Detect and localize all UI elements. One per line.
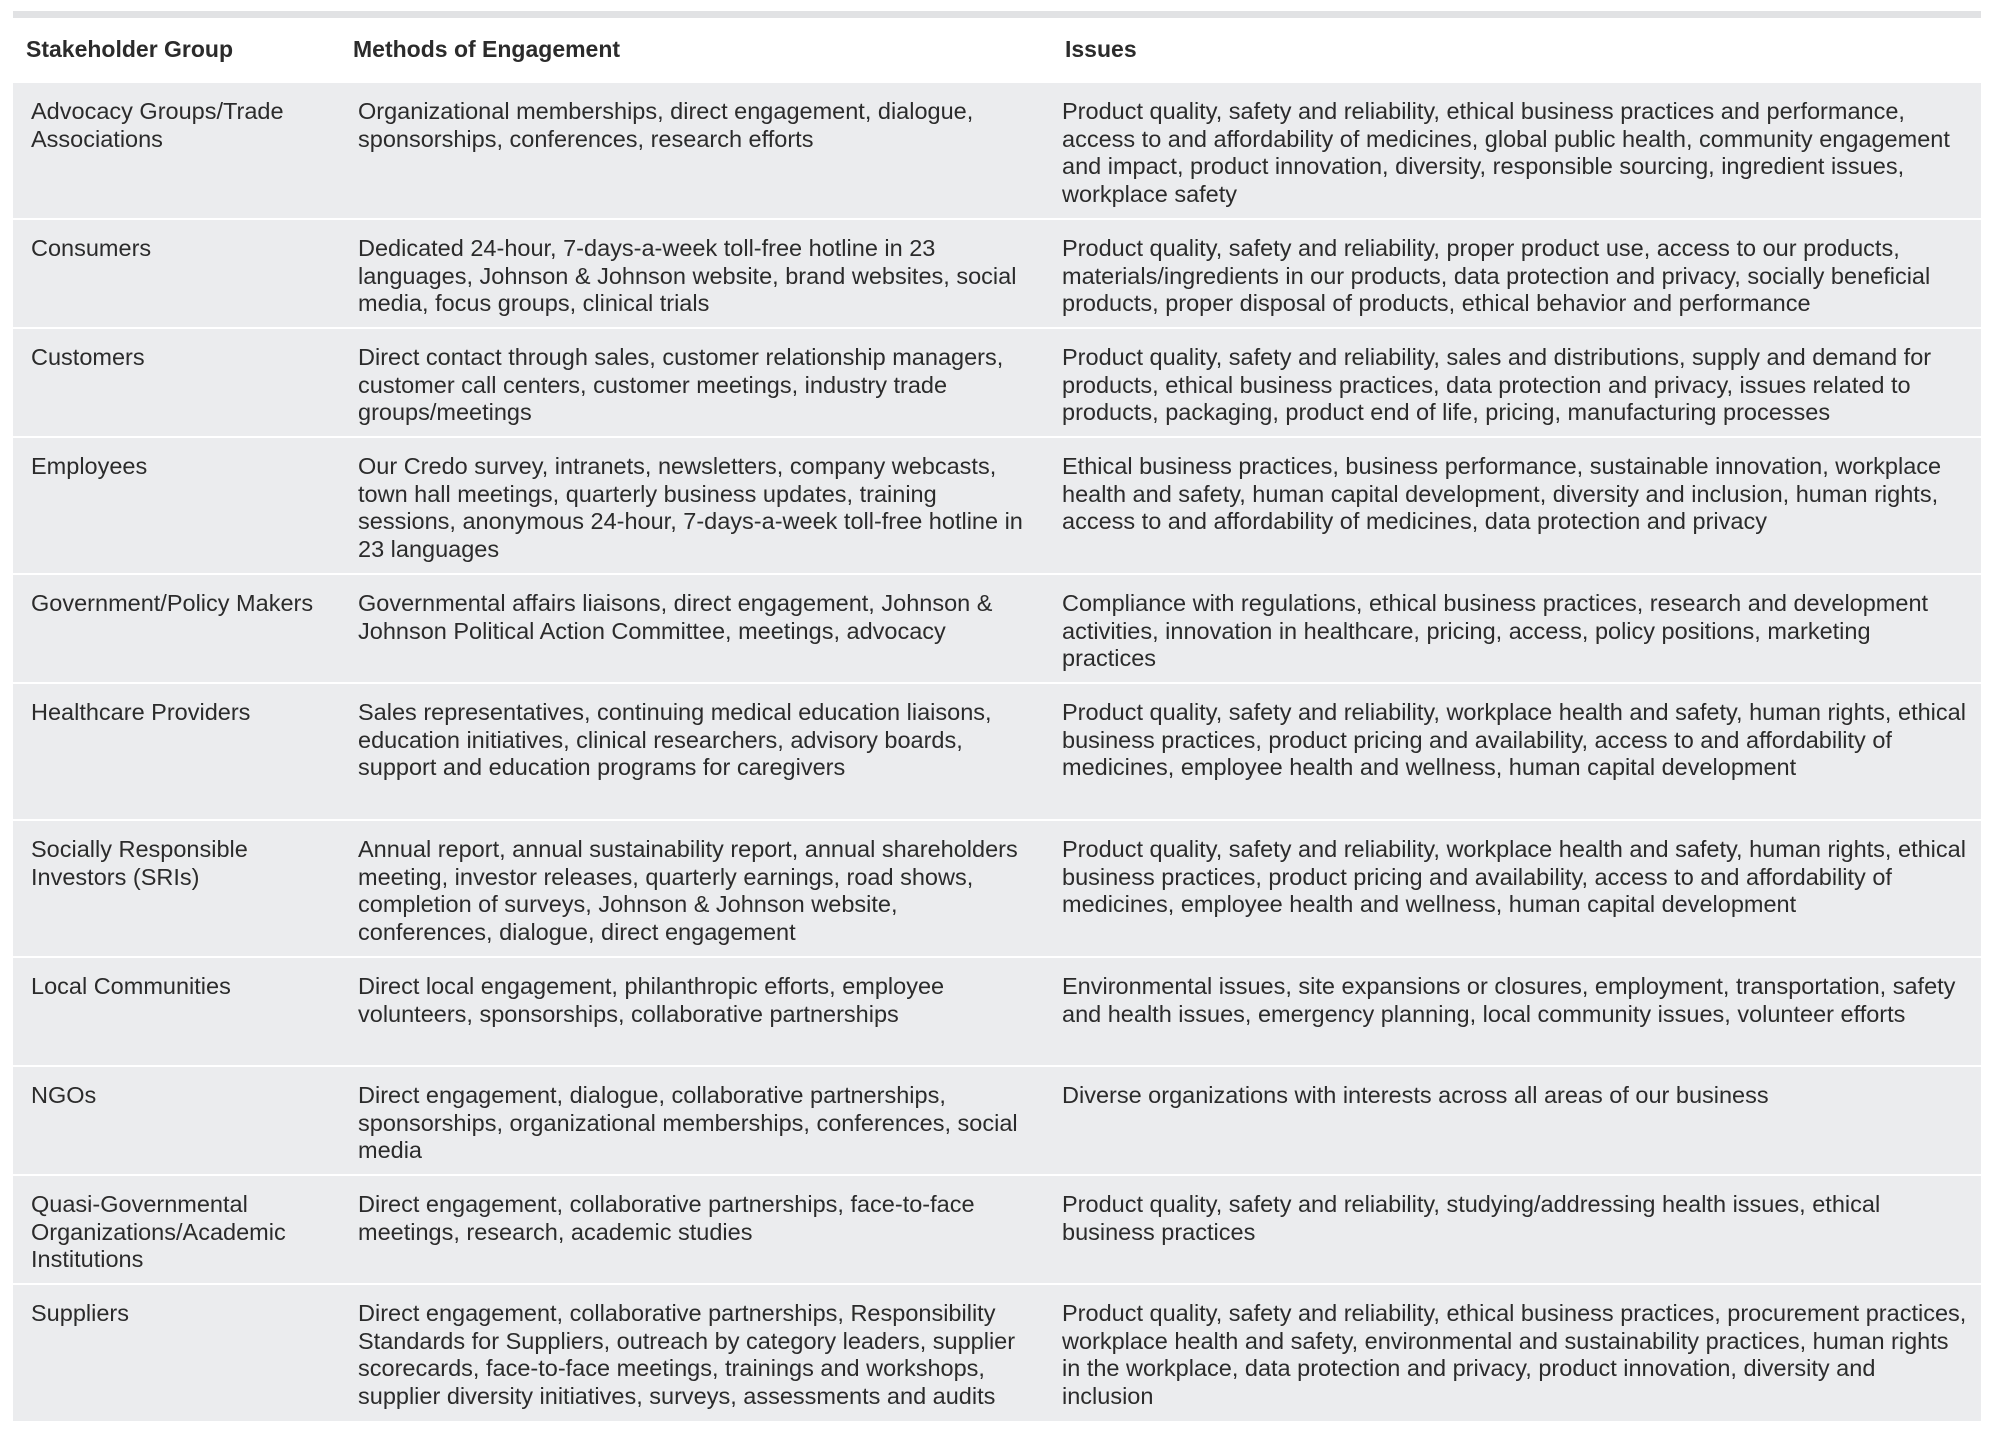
methods-cell: Direct engagement, collaborative partnerships, face-to-face meetings, research, academic studies <box>340 1175 1052 1284</box>
methods-cell: Direct contact through sales, customer relationship managers, customer call centers, customer meetings, industry trade groups/meetings <box>340 328 1052 437</box>
table-row <box>13 1175 1981 1284</box>
issues-cell: Product quality, safety and reliability, studying/addressing health issues, ethical business practices <box>1052 1175 1981 1284</box>
stakeholder-group-cell: Quasi-Governmental Organizations/Academic Institutions <box>13 1175 340 1284</box>
stakeholder-group-cell: NGOs <box>13 1066 340 1175</box>
table-row <box>13 437 1981 574</box>
table-row <box>13 820 1981 957</box>
issues-cell: Product quality, safety and reliability, sales and distributions, supply and demand for products, ethical business practices, data protection and privacy, issues related to products, packaging, product end of life, pricing, manufacturing processes <box>1052 328 1981 437</box>
stakeholder-group-cell: Socially Responsible Investors (SRIs) <box>13 820 340 957</box>
table-row <box>13 1284 1981 1421</box>
methods-cell: Organizational memberships, direct engagement, dialogue, sponsorships, conferences, research efforts <box>340 82 1052 219</box>
table-row <box>13 328 1981 437</box>
stakeholder-group-cell: Government/Policy Makers <box>13 574 340 683</box>
methods-cell: Direct local engagement, philanthropic efforts, employee volunteers, sponsorships, collaborative partnerships <box>340 957 1052 1066</box>
issues-cell: Product quality, safety and reliability, proper product use, access to our products, materials/ingredients in our products, data protection and privacy, socially beneficial products, proper disposal of products, ethical behavior and performance <box>1052 219 1981 328</box>
issues-cell: Product quality, safety and reliability, ethical business practices and performance, access to and affordability of medicines, global public health, community engagement and impact, product innovation, diversity, responsible sourcing, ingredient issues, workplace safety <box>1052 82 1981 219</box>
stakeholder-group-cell: Employees <box>13 437 340 574</box>
methods-cell: Our Credo survey, intranets, newsletters, company webcasts, town hall meetings, quarterly business updates, training sessions, anonymous 24-hour, 7-days-a-week toll-free hotline in 23 languages <box>340 437 1052 574</box>
table-row <box>13 1066 1981 1175</box>
stakeholder-group-cell: Consumers <box>13 219 340 328</box>
header-methods-of-engagement: Methods of Engagement <box>340 18 1052 82</box>
header-stakeholder-group: Stakeholder Group <box>13 18 340 82</box>
methods-cell: Direct engagement, collaborative partnerships, Responsibility Standards for Suppliers, outreach by category leaders, supplier scorecards, face-to-face meetings, trainings and workshops, supplier diversity initiatives, surveys, assessments and audits <box>340 1284 1052 1421</box>
stakeholder-group-cell: Suppliers <box>13 1284 340 1421</box>
table-row <box>13 574 1981 683</box>
stakeholder-group-cell: Advocacy Groups/Trade Associations <box>13 82 340 219</box>
table-row <box>13 957 1981 1066</box>
issues-cell: Product quality, safety and reliability, workplace health and safety, human rights, ethical business practices, product pricing and availability, access to and affordability of medicines, employee health and wellness, human capital development <box>1052 683 1981 820</box>
stakeholder-table <box>13 18 1981 1421</box>
table-row <box>13 82 1981 219</box>
methods-cell: Governmental affairs liaisons, direct engagement, Johnson & Johnson Political Action Committee, meetings, advocacy <box>340 574 1052 683</box>
issues-cell: Product quality, safety and reliability, workplace health and safety, human rights, ethical business practices, product pricing and availability, access to and affordability of medicines, employee health and wellness, human capital development <box>1052 820 1981 957</box>
methods-cell: Direct engagement, dialogue, collaborative partnerships, sponsorships, organizational memberships, conferences, social media <box>340 1066 1052 1175</box>
issues-cell: Diverse organizations with interests across all areas of our business <box>1052 1066 1981 1175</box>
table-header-row <box>13 18 1981 82</box>
stakeholder-group-cell: Healthcare Providers <box>13 683 340 820</box>
table-row <box>13 219 1981 328</box>
issues-cell: Compliance with regulations, ethical business practices, research and development activities, innovation in healthcare, pricing, access, policy positions, marketing practices <box>1052 574 1981 683</box>
issues-cell: Ethical business practices, business performance, sustainable innovation, workplace health and safety, human capital development, diversity and inclusion, human rights, access to and affordability of medicines, data protection and privacy <box>1052 437 1981 574</box>
methods-cell: Sales representatives, continuing medical education liaisons, education initiatives, clinical researchers, advisory boards, support and education programs for caregivers <box>340 683 1052 820</box>
stakeholder-group-cell: Customers <box>13 328 340 437</box>
stakeholder-group-cell: Local Communities <box>13 957 340 1066</box>
table-row <box>13 683 1981 820</box>
issues-cell: Product quality, safety and reliability, ethical business practices, procurement practices, workplace health and safety, environmental and sustainability practices, human rights in the workplace, data protection and privacy, product innovation, diversity and inclusion <box>1052 1284 1981 1421</box>
table-top-rule <box>13 11 1981 18</box>
methods-cell: Dedicated 24-hour, 7-days-a-week toll-free hotline in 23 languages, Johnson & Johnson website, brand websites, social media, focus groups, clinical trials <box>340 219 1052 328</box>
header-issues: Issues <box>1052 18 1981 82</box>
methods-cell: Annual report, annual sustainability report, annual shareholders meeting, investor releases, quarterly earnings, road shows, completion of surveys, Johnson & Johnson website, conferences, dialogue, direct engagement <box>340 820 1052 957</box>
issues-cell: Environmental issues, site expansions or closures, employment, transportation, safety and health issues, emergency planning, local community issues, volunteer efforts <box>1052 957 1981 1066</box>
